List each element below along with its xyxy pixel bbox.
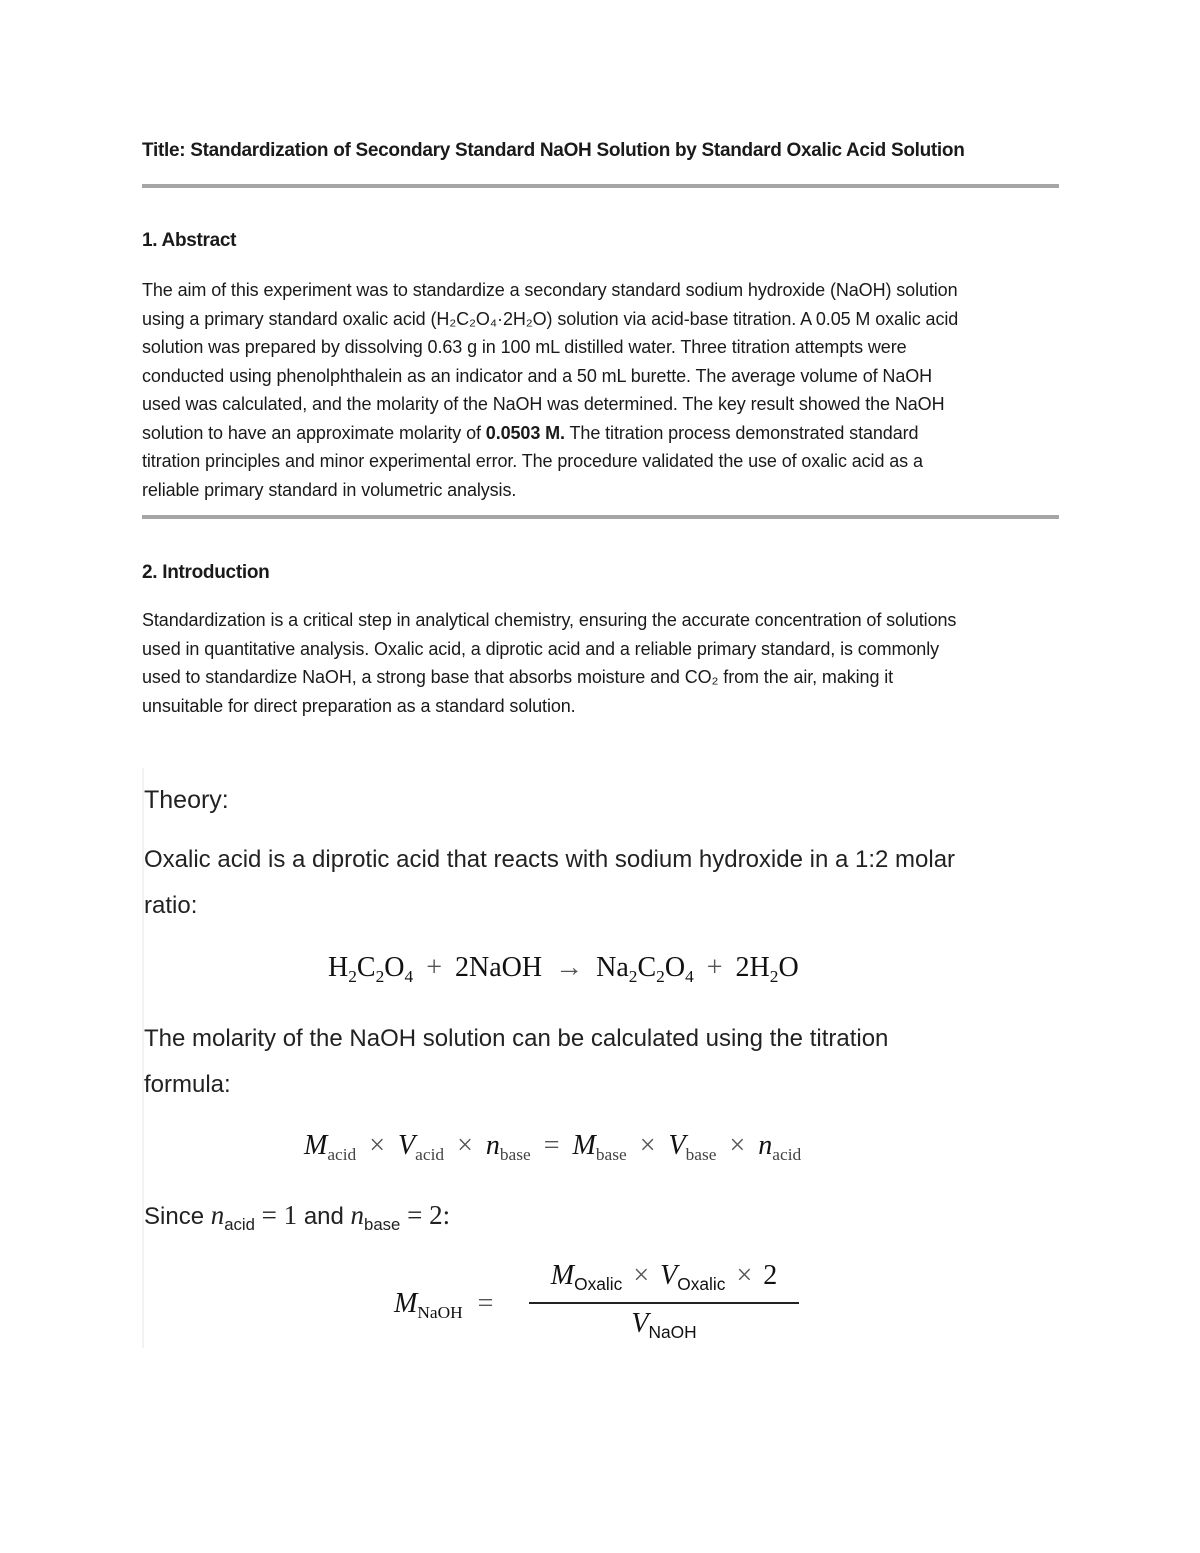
eq-var: V bbox=[668, 1130, 686, 1161]
equals-sign: = bbox=[261, 1200, 277, 1230]
eq-number: 2 bbox=[763, 1260, 778, 1291]
abstract-line-with-result bbox=[142, 419, 1062, 448]
introduction-line: unsuitable for direct preparation as a standard solution. bbox=[142, 695, 576, 716]
abstract-line: conducted using phenolphthalein as an indicator and a 50 mL burette. The average volume of NaOH bbox=[142, 365, 933, 386]
eq-var: n bbox=[758, 1130, 773, 1161]
eq-subscript: 2 bbox=[348, 967, 357, 987]
abstract-text: solution to have an approximate molarity of bbox=[142, 422, 481, 443]
eq-subscript: 4 bbox=[685, 967, 694, 987]
abstract-text: The titration process demonstrated standard bbox=[569, 422, 919, 443]
eq-subscript: 2 bbox=[656, 967, 665, 987]
theory-text bbox=[144, 837, 1024, 929]
eq-subscript: base bbox=[364, 1214, 401, 1234]
theory-line: ratio: bbox=[144, 892, 198, 919]
eq-var: M bbox=[304, 1130, 328, 1161]
fraction-numerator bbox=[529, 1260, 799, 1298]
theory-heading: Theory: bbox=[144, 786, 229, 814]
key-result: 0.0503 M. bbox=[485, 422, 565, 443]
plus-sign: + bbox=[706, 952, 723, 983]
eq-symbol: C bbox=[356, 952, 376, 983]
times-sign: × bbox=[457, 1130, 473, 1161]
abstract-line: using a primary standard oxalic acid (H₂C₂O₄·2H₂O) solution via acid-base titration. A 0.05 M oxalic acid bbox=[142, 308, 959, 329]
eq-symbol: 2NaOH bbox=[455, 952, 543, 983]
theory-line: formula: bbox=[144, 1071, 231, 1098]
eq-var: V bbox=[660, 1260, 678, 1291]
and-word: and bbox=[303, 1203, 344, 1230]
introduction-heading: 2. Introduction bbox=[142, 562, 270, 583]
times-sign: × bbox=[729, 1130, 746, 1161]
eq-subscript: acid bbox=[415, 1145, 445, 1165]
theory-text bbox=[144, 1016, 1024, 1108]
eq-symbol: 2H bbox=[735, 952, 770, 983]
eq-number: 1 bbox=[283, 1200, 298, 1230]
eq-symbol: O bbox=[778, 952, 799, 983]
abstract-paragraph bbox=[142, 276, 1062, 504]
titration-formula bbox=[304, 1130, 802, 1165]
since-math bbox=[350, 1200, 451, 1234]
eq-symbol: H bbox=[328, 952, 349, 983]
equals-sign: = bbox=[543, 1130, 560, 1161]
eq-subscript: base bbox=[499, 1145, 531, 1165]
introduction-line: Standardization is a critical step in analytical chemistry, ensuring the accurate concentration of solutions bbox=[142, 610, 957, 630]
eq-symbol: O bbox=[384, 952, 405, 983]
eq-var: n bbox=[210, 1200, 225, 1230]
eq-var: M bbox=[394, 1288, 418, 1319]
eq-number: 2: bbox=[429, 1200, 451, 1230]
eq-subscript: Oxalic bbox=[677, 1274, 726, 1295]
introduction-line: used to standardize NaOH, a strong base that absorbs moisture and CO₂ from the air, making it bbox=[142, 667, 894, 687]
eq-symbol: C bbox=[637, 952, 657, 983]
equals-sign: = bbox=[477, 1288, 494, 1319]
times-sign: × bbox=[369, 1130, 386, 1161]
eq-subscript: acid bbox=[224, 1214, 255, 1234]
times-sign: × bbox=[736, 1260, 753, 1291]
plus-sign: + bbox=[426, 952, 443, 983]
equals-sign: = bbox=[407, 1200, 423, 1230]
eq-subscript: acid bbox=[327, 1145, 357, 1165]
eq-subscript: acid bbox=[772, 1145, 802, 1165]
eq-subscript: Oxalic bbox=[574, 1274, 623, 1295]
eq-subscript: NaOH bbox=[648, 1321, 697, 1342]
eq-subscript: 2 bbox=[375, 967, 385, 987]
eq-symbol: O bbox=[664, 952, 686, 983]
fraction-denominator bbox=[529, 1308, 799, 1340]
abstract-line: titration principles and minor experimental error. The procedure validated the use of oxalic acid as a bbox=[142, 451, 923, 471]
introduction-line: used in quantitative analysis. Oxalic acid, a diprotic acid and a reliable primary standard, is commonly bbox=[142, 638, 939, 659]
times-sign: × bbox=[639, 1130, 656, 1161]
theory-line: The molarity of the NaOH solution can be calculated using the titration bbox=[144, 1025, 889, 1052]
reaction-arrow: → bbox=[555, 952, 584, 983]
document-title: Title: Standardization of Secondary Standard NaOH Solution by Standard Oxalic Acid Solution bbox=[142, 140, 965, 161]
abstract-heading: 1. Abstract bbox=[142, 230, 237, 251]
abstract-line: used was calculated, and the molarity of the NaOH was determined. The key result showed the NaOH bbox=[142, 394, 945, 414]
theory-screenshot bbox=[142, 768, 1032, 1348]
eq-subscript: 4 bbox=[404, 967, 414, 987]
eq-subscript: NaOH bbox=[417, 1303, 463, 1323]
since-statement bbox=[144, 1200, 451, 1234]
eq-var: n bbox=[485, 1130, 500, 1161]
horizontal-rule bbox=[142, 184, 1059, 188]
eq-var: M bbox=[550, 1260, 575, 1291]
horizontal-rule bbox=[142, 515, 1059, 519]
eq-subscript: base bbox=[685, 1145, 717, 1165]
abstract-line: solution was prepared by dissolving 0.63 g in 100 mL distilled water. Three titration attempts were bbox=[142, 337, 907, 357]
eq-subscript: 2 bbox=[628, 967, 638, 987]
abstract-line: reliable primary standard in volumetric analysis. bbox=[142, 479, 517, 500]
eq-var: M bbox=[572, 1130, 596, 1161]
times-sign: × bbox=[633, 1260, 650, 1291]
introduction-paragraph bbox=[142, 606, 1062, 720]
fraction bbox=[529, 1260, 799, 1340]
theory-line: Oxalic acid is a diprotic acid that reacts with sodium hydroxide in a 1:2 molar bbox=[144, 846, 956, 873]
reaction-equation bbox=[328, 952, 799, 987]
eq-subscript: base bbox=[595, 1145, 627, 1165]
since-word: Since bbox=[144, 1203, 205, 1230]
fraction-bar bbox=[529, 1302, 799, 1304]
since-math bbox=[210, 1200, 298, 1234]
eq-subscript: 2 bbox=[769, 967, 779, 987]
eq-var: V bbox=[631, 1307, 649, 1339]
abstract-line: The aim of this experiment was to standardize a secondary standard sodium hydroxide (NaOH) solution bbox=[142, 280, 958, 300]
eq-var: n bbox=[350, 1200, 365, 1230]
eq-var: V bbox=[398, 1130, 416, 1161]
eq-symbol: Na bbox=[596, 952, 629, 983]
formula-lhs bbox=[394, 1288, 494, 1323]
